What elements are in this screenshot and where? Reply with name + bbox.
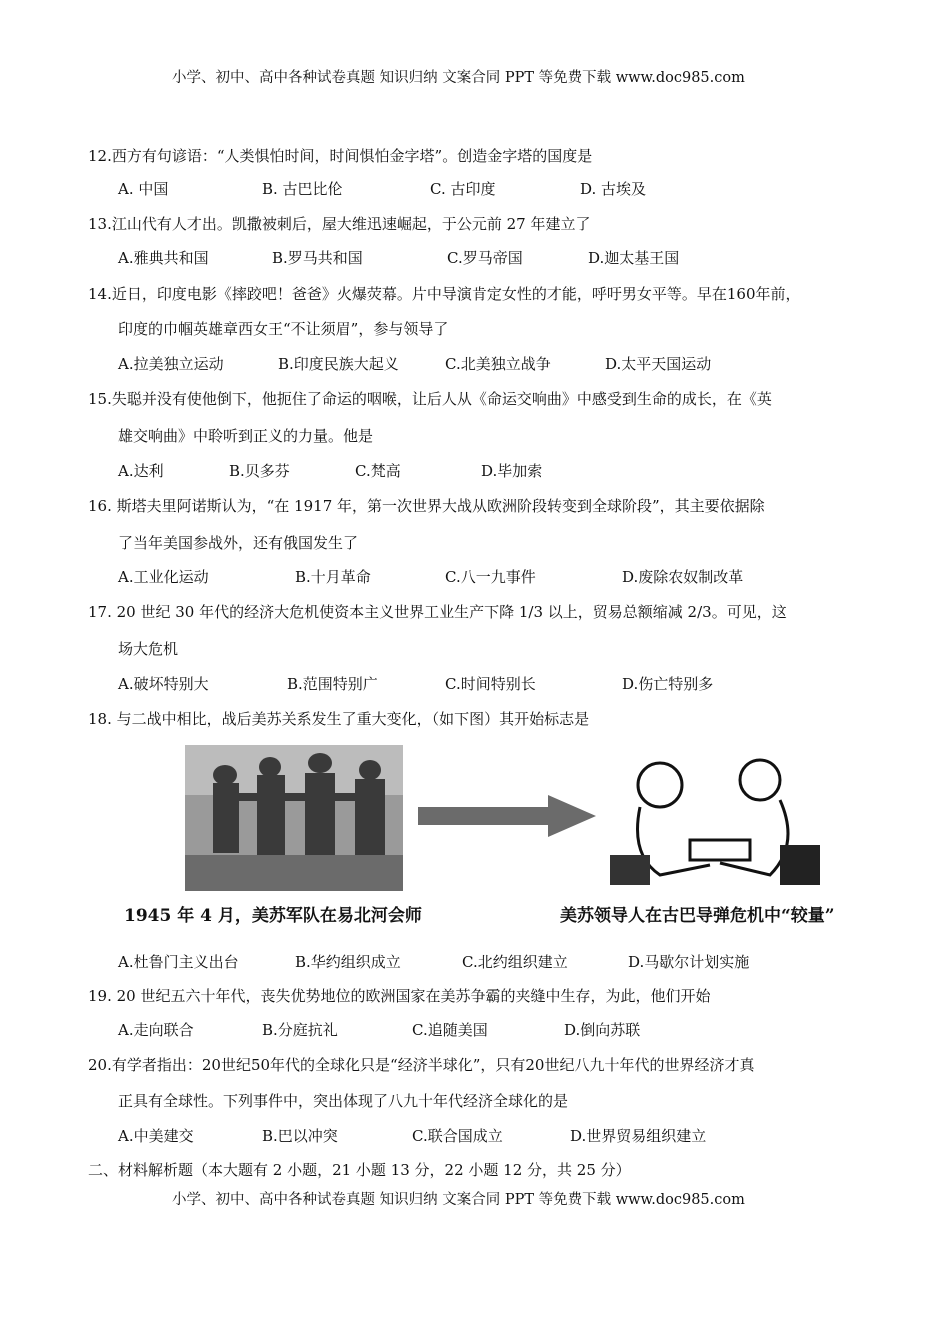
- answer-option-c[interactable]: C.追随美国: [412, 1021, 488, 1039]
- answer-option-a[interactable]: A. 中国: [118, 180, 169, 198]
- page-header: 小学、初中、高中各种试卷真题 知识归纳 文案合同 PPT 等免费下载 www.doc985.com: [172, 70, 745, 86]
- answer-option-a[interactable]: A.拉美独立运动: [118, 355, 224, 373]
- answer-option-b[interactable]: B.十月革命: [295, 568, 371, 586]
- question-stem-continued: 场大危机: [118, 640, 179, 658]
- question-stem: 12.西方有句谚语：“人类惧怕时间，时间惧怕金字塔”。创造金字塔的国度是: [88, 147, 593, 165]
- question-stem-continued: 印度的巾帼英雄章西女王“不让须眉”，参与领导了: [118, 320, 449, 338]
- question-stem: 20.有学者指出：20世纪50年代的全球化只是“经济半球化”，只有20世纪八九十年代的世界经济才真: [88, 1056, 755, 1074]
- answer-option-d[interactable]: D.迦太基王国: [588, 249, 680, 267]
- answer-option-c[interactable]: C. 古印度: [430, 180, 496, 198]
- answer-option-a[interactable]: A.走向联合: [118, 1021, 194, 1039]
- answer-option-a[interactable]: A.达利: [118, 462, 164, 480]
- question-stem-continued: 了当年美国参战外，还有俄国发生了: [118, 534, 359, 552]
- question-stem: 18. 与二战中相比，战后美苏关系发生了重大变化，（如下图）其开始标志是: [88, 710, 590, 728]
- section-2-heading: 二、材料解析题（本大题有 2 小题，21 小题 13 分，22 小题 12 分，共 25 分）: [88, 1161, 631, 1179]
- answer-option-a[interactable]: A.雅典共和国: [118, 249, 209, 267]
- page-footer: 小学、初中、高中各种试卷真题 知识归纳 文案合同 PPT 等免费下载 www.doc985.com: [172, 1192, 745, 1208]
- answer-option-b[interactable]: B.印度民族大起义: [278, 355, 399, 373]
- question-stem: 19. 20 世纪五六十年代，丧失优势地位的欧洲国家在美苏争霸的夹缝中生存，为此，他们开始: [88, 987, 711, 1005]
- cuba-crisis-cartoon: [600, 745, 830, 895]
- answer-option-a[interactable]: A.工业化运动: [118, 568, 209, 586]
- answer-option-d[interactable]: D.太平天国运动: [605, 355, 712, 373]
- question-stem-continued: 雄交响曲》中聆听到正义的力量。他是: [118, 427, 374, 445]
- answer-option-b[interactable]: B.贝多芬: [229, 462, 290, 480]
- arrow-icon: [418, 795, 598, 837]
- answer-option-a[interactable]: A.杜鲁门主义出台: [118, 953, 239, 971]
- left-caption: 1945 年 4 月，美苏军队在易北河会师: [124, 906, 422, 926]
- answer-option-d[interactable]: D.废除农奴制改革: [622, 568, 744, 586]
- answer-option-d[interactable]: D.毕加索: [481, 462, 543, 480]
- question-stem: 17. 20 世纪 30 年代的经济大危机使资本主义世界工业生产下降 1/3 以上，贸易总额缩减 2/3。可见，这: [88, 603, 787, 621]
- right-caption: 美苏领导人在古巴导弹危机中“较量”: [560, 906, 835, 926]
- answer-option-c[interactable]: C.北约组织建立: [462, 953, 568, 971]
- answer-option-b[interactable]: B.巴以冲突: [262, 1127, 338, 1145]
- answer-option-c[interactable]: C.八一九事件: [445, 568, 536, 586]
- answer-option-d[interactable]: D. 古埃及: [580, 180, 647, 198]
- question-stem: 14.近日，印度电影《摔跤吧！爸爸》火爆荧幕。片中导演肯定女性的才能，呼吁男女平等。早在160年前，: [88, 285, 801, 303]
- question-stem: 13.江山代有人才出。凯撒被刺后，屋大维迅速崛起，于公元前 27 年建立了: [88, 215, 591, 233]
- question-stem: 16. 斯塔夫里阿诺斯认为，“在 1917 年，第一次世界大战从欧洲阶段转变到全球阶段”，其主要依据除: [88, 497, 765, 515]
- answer-option-a[interactable]: A.破坏特别大: [118, 675, 209, 693]
- answer-option-a[interactable]: A.中美建交: [118, 1127, 194, 1145]
- answer-option-b[interactable]: B.范围特别广: [287, 675, 378, 693]
- answer-option-c[interactable]: C.梵高: [355, 462, 401, 480]
- answer-option-b[interactable]: B.罗马共和国: [272, 249, 363, 267]
- answer-option-b[interactable]: B.分庭抗礼: [262, 1021, 338, 1039]
- answer-option-d[interactable]: D.伤亡特别多: [622, 675, 714, 693]
- answer-option-c[interactable]: C.联合国成立: [412, 1127, 503, 1145]
- answer-option-d[interactable]: D.世界贸易组织建立: [570, 1127, 707, 1145]
- answer-option-d[interactable]: D.马歇尔计划实施: [628, 953, 750, 971]
- answer-option-c[interactable]: C.时间特别长: [445, 675, 536, 693]
- answer-option-d[interactable]: D.倒向苏联: [564, 1021, 641, 1039]
- answer-option-b[interactable]: B. 古巴比伦: [262, 180, 343, 198]
- question-stem: 15.失聪并没有使他倒下，他扼住了命运的咽喉，让后人从《命运交响曲》中感受到生命的成长，在《英: [88, 390, 772, 408]
- answer-option-b[interactable]: B.华约组织成立: [295, 953, 401, 971]
- elbe-meeting-photo: [185, 745, 403, 891]
- answer-option-c[interactable]: C.北美独立战争: [445, 355, 551, 373]
- question-stem-continued: 正具有全球性。下列事件中，突出体现了八九十年代经济全球化的是: [118, 1092, 569, 1110]
- answer-option-c[interactable]: C.罗马帝国: [447, 249, 523, 267]
